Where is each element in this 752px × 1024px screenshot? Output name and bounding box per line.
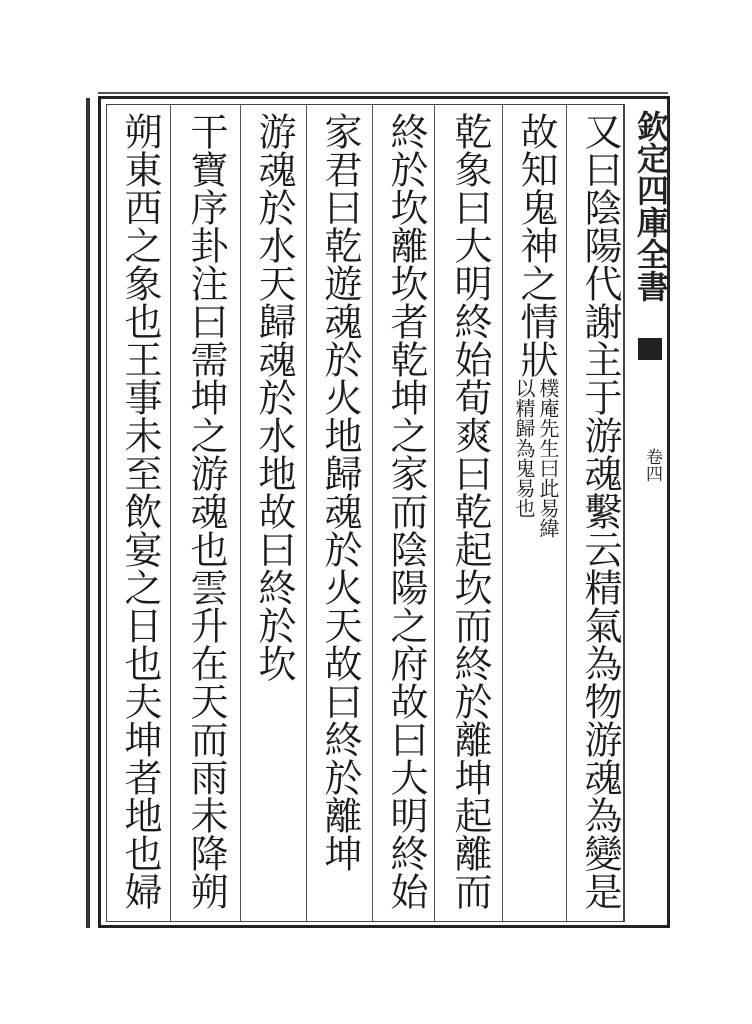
text-column-2 [508, 112, 564, 922]
top-border-line [98, 92, 668, 94]
volume-label: 卷四 [642, 448, 662, 482]
column-text: 乾象曰大明終始荀爽曰乾起坎而終於離坤起離而 [448, 112, 492, 910]
fishtail-block-mark [638, 338, 662, 360]
text-column-8 [112, 112, 168, 922]
column-rule [566, 104, 567, 922]
left-edge-bar [86, 98, 90, 928]
column-text: 干寶序卦注曰需坤之游魂也雲升在天而雨未降朔 [184, 112, 228, 910]
column-text: 游魂於水天歸魂於水地故曰終於坎 [252, 112, 296, 682]
column-text: 故知鬼神之情狀 [514, 112, 558, 378]
text-column-7 [178, 112, 234, 922]
column-text: 家君曰乾遊魂於火地歸魂於火天故曰終於離坤 [318, 112, 362, 872]
column-text: 朔東西之象也王事未至飲宴之日也夫坤者地也婦 [118, 112, 162, 910]
text-column-4 [378, 112, 434, 922]
inline-commentary [513, 378, 559, 538]
text-column-1 [572, 112, 628, 922]
column-rule [306, 104, 307, 922]
column-rule [170, 104, 171, 922]
text-column-5 [312, 112, 368, 922]
column-rule [240, 104, 241, 922]
column-rule [434, 104, 435, 922]
text-column-3 [442, 112, 498, 922]
commentary-right: 樸庵先生曰此易緯 [536, 378, 560, 538]
column-text: 終於坎離坎者乾坤之家而陰陽之府故曰大明終始 [384, 112, 428, 910]
column-text: 又曰陰陽代謝主于游魂繫云精氣為物游魂為變是 [578, 112, 622, 910]
book-title: 欽定四庫全書 [632, 110, 670, 302]
commentary-left: 以精歸為鬼易也 [512, 378, 536, 518]
column-2-stack [513, 112, 559, 538]
text-column-6 [246, 112, 302, 922]
column-rule [502, 104, 503, 922]
column-rule [372, 104, 373, 922]
